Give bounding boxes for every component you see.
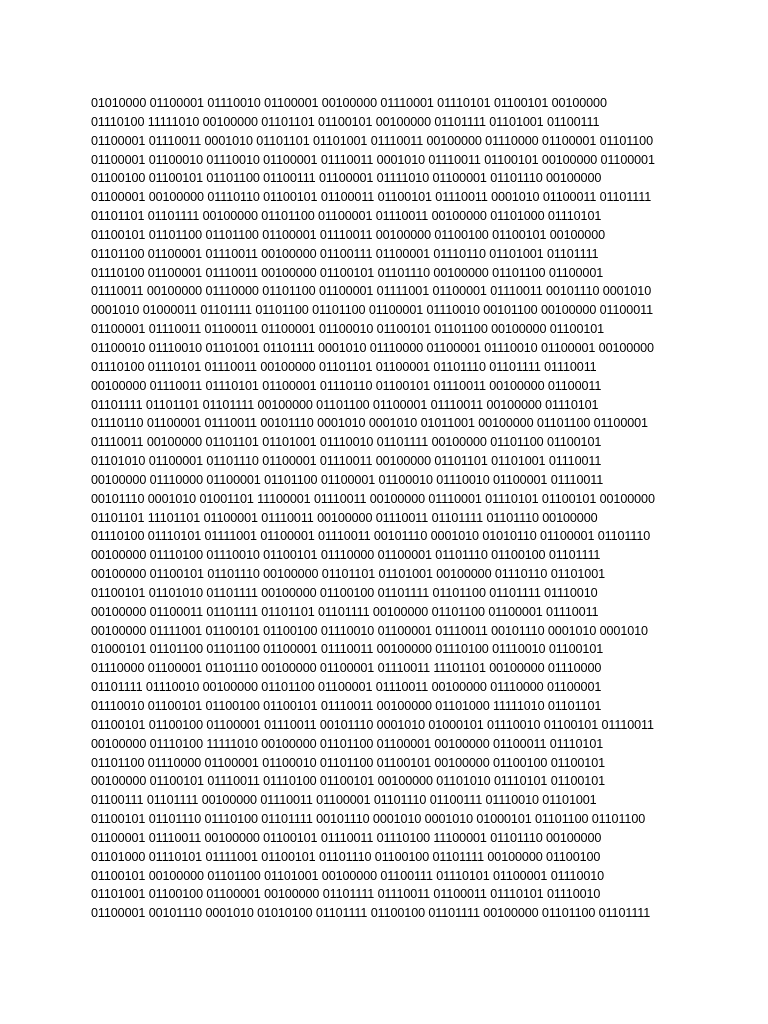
text-line: 00101110 0001010 01001101 11100001 01110011 00100000 01110001 01110101 01100101 00100000 <box>91 491 655 506</box>
text-line: 01110011 00100000 01110000 01101100 01100001 01111001 01100001 01110011 00101110 0001010 <box>91 284 652 299</box>
text-line: 01110100 01110101 01111001 01100001 01110011 00101110 0001010 01010110 01100001 01101110 <box>91 529 651 544</box>
text-line: 01110100 01100001 01110011 00100000 01100101 01101110 00100000 01101100 01100001 <box>91 265 604 280</box>
text-line: 01100001 00101110 0001010 01010100 01101111 01100100 01101111 00100000 01101100 01101111 <box>91 906 651 921</box>
text-line: 00100000 01100101 01110011 01110100 01100101 00100000 01101010 01110101 01100101 <box>91 774 605 789</box>
text-line: 01100101 01100100 01100001 01110011 00101110 0001010 01000101 01110010 01100101 01110011 <box>91 717 654 732</box>
text-line: 01101111 01110010 00100000 01101100 01100001 01110011 00100000 01110000 01100001 <box>91 680 602 695</box>
text-line: 01100001 01110011 0001010 01101101 01101001 01110011 00100000 01110000 01100001 01101100 <box>91 133 653 148</box>
text-line: 01110010 01100101 01100100 01100101 01110011 00100000 01101000 11111010 01101101 <box>91 699 602 713</box>
text-line: 01100010 01110010 01101001 01101111 0001010 01110000 01100001 01110010 01100001 00100000 <box>91 340 654 355</box>
text-line: 01101100 01100001 01110011 00100000 01100111 01100001 01110110 01101001 01101111 <box>91 246 599 261</box>
text-line: 00100000 01110000 01100001 01101100 01100001 01100010 01110010 01100001 01110011 <box>91 472 604 487</box>
text-line: 0001010 01000011 01101111 01101100 01101100 01100001 01110010 00101100 00100000 01100011 <box>91 303 653 318</box>
text-line: 01100101 00100000 01101100 01101001 00100000 01100111 01110101 01100001 01110010 <box>91 868 605 883</box>
text-line: 00100000 01110011 01110101 01100001 01110110 01100101 01110011 00100000 01100011 <box>91 378 602 393</box>
text-line: 01100101 01101110 01110100 01101111 00101110 0001010 0001010 01000101 01101100 01101100 <box>91 812 646 827</box>
text-line: 00100000 01100101 01101110 00100000 01101101 01101001 00100000 01110110 01101001 <box>91 567 605 582</box>
text-line: 01100001 00100000 01110110 01100101 01100011 01100101 01110011 0001010 01100011 01101111 <box>91 190 652 205</box>
text-line: 01100111 01101111 00100000 01110011 01100001 01101110 01100111 01110010 01101001 <box>91 793 597 808</box>
text-line: 01100101 01101100 01101100 01100001 01110011 00100000 01100100 01100101 00100000 <box>91 227 605 242</box>
text-line: 00100000 01110100 11111010 00100000 01101100 01100001 00100000 01100011 01110101 <box>91 736 604 751</box>
text-line: 00100000 01110100 01110010 01100101 01110000 01100001 01101110 01100100 01101111 <box>91 548 601 563</box>
text-line: 01101100 01110000 01100001 01100010 01101100 01100101 00100000 01100100 01100101 <box>91 755 605 770</box>
text-line: 01100100 01100101 01101100 01100111 01100001 01111010 01100001 01101110 00100000 <box>91 171 602 186</box>
text-line: 01101001 01100100 01100001 00100000 01101111 01110011 01100011 01110101 01110010 <box>91 887 601 902</box>
text-line: 01010000 01100001 01110010 01100001 00100000 01110001 01110101 01100101 00100000 <box>91 96 607 110</box>
text-line: 01101000 01110101 01111001 01100101 01101110 01100100 01101111 00100000 01100100 <box>91 849 601 864</box>
text-line: 01101111 01101101 01101111 00100000 01101100 01100001 01110011 00100000 01110101 <box>91 397 599 412</box>
text-line: 01110100 11111010 00100000 01101101 01100101 00100000 01101111 01101001 01100111 <box>91 114 600 129</box>
text-line: 01110011 00100000 01101101 01101001 01110010 01101111 00100000 01101100 01100101 <box>91 435 602 450</box>
text-line: 01000101 01101100 01101100 01100001 01110011 00100000 01110100 01110010 01100101 <box>91 642 604 657</box>
text-line: 00100000 01100011 01101111 01101101 01101111 00100000 01101100 01100001 01110011 <box>91 604 599 619</box>
text-line: 01101010 01100001 01101110 01100001 01110011 00100000 01101101 01101001 01110011 <box>91 454 602 469</box>
text-line: 01101101 01101111 00100000 01101100 01100001 01110011 00100000 01101000 01110101 <box>91 209 602 224</box>
text-line: 00100000 01111001 01100101 01100100 01110010 01100001 01110011 00101110 0001010 0001010 <box>91 623 648 638</box>
text-line: 01110110 01100001 01110011 00101110 0001010 0001010 01011001 00100000 01101100 01100001 <box>91 416 648 431</box>
text-line: 01100001 01110011 01100011 01100001 01100010 01100101 01101100 00100000 01100101 <box>91 322 605 337</box>
binary-text-block <box>91 94 681 923</box>
text-line: 01110100 01110101 01110011 00100000 01101101 01100001 01101110 01101111 01110011 <box>91 359 597 374</box>
text-line: 01101101 11101101 01100001 01110011 00100000 01110011 01101111 01101110 00100000 <box>91 510 598 525</box>
text-line: 01100001 01100010 01110010 01100001 01110011 0001010 01110011 01100101 00100000 01100001 <box>91 152 655 167</box>
text-line: 01100101 01101010 01101111 00100000 01100100 01101111 01101100 01101111 01110010 <box>91 585 598 600</box>
text-line: 01100001 01110011 00100000 01100101 01110011 01110100 11100001 01101110 00100000 <box>91 830 602 845</box>
text-line: 01110000 01100001 01101110 00100000 01100001 01110011 11101101 00100000 01110000 <box>91 661 602 676</box>
